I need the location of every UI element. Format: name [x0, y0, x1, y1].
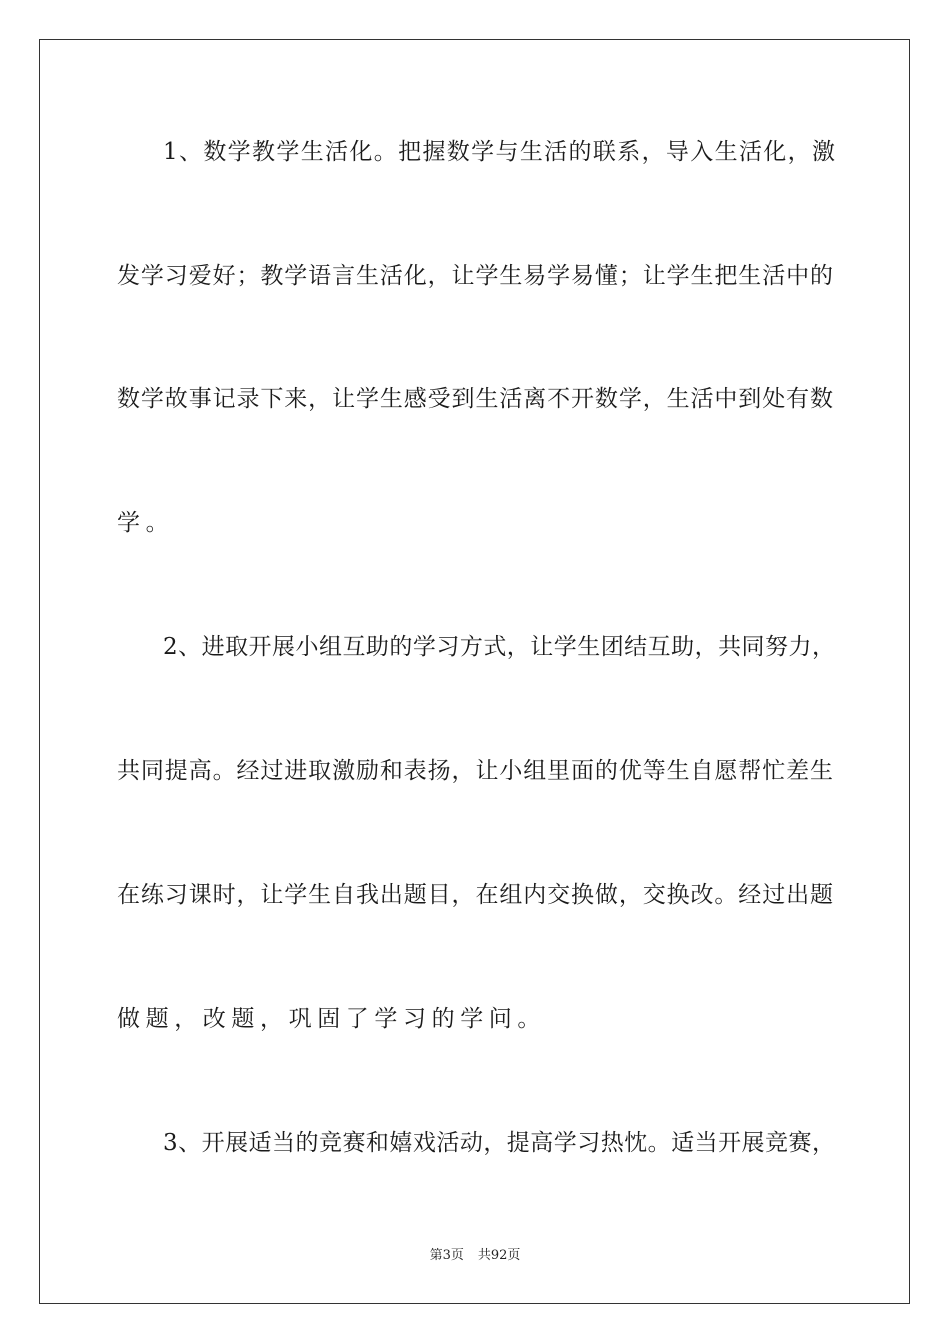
page-number: 第3页: [429, 1248, 464, 1263]
paragraph-1-line-2: 发学习爱好；教学语言生活化，让学生易学易懂；让学生把生活中的: [117, 263, 833, 289]
paragraph-2-line-4: 做题，改题，巩固了学习的学问。: [117, 1006, 546, 1032]
paragraph-2-line-2: 共同提高。经过进取激励和表扬，让小组里面的优等生自愿帮忙差生: [117, 758, 833, 784]
paragraph-2-line-1: 2、进取开展小组互助的学习方式，让学生团结互助，共同努力，: [163, 634, 835, 660]
paragraph-1-line-1: 1、数学教学生活化。把握数学与生活的联系，导入生活化，激: [163, 139, 835, 165]
page-border: [39, 39, 910, 1304]
paragraph-3-line-1: 3、开展适当的竞赛和嬉戏活动，提高学习热忱。适当开展竞赛，: [163, 1130, 835, 1156]
paragraph-2-line-3: 在练习课时，让学生自我出题目，在组内交换做，交换改。经过出题: [117, 882, 833, 908]
paragraph-1-line-3: 数学故事记录下来，让学生感受到生活离不开数学，生活中到处有数: [117, 386, 833, 412]
total-pages: 共92页: [477, 1248, 521, 1263]
page-footer: [0, 1247, 950, 1265]
paragraph-1-line-4: 学。: [117, 510, 175, 536]
